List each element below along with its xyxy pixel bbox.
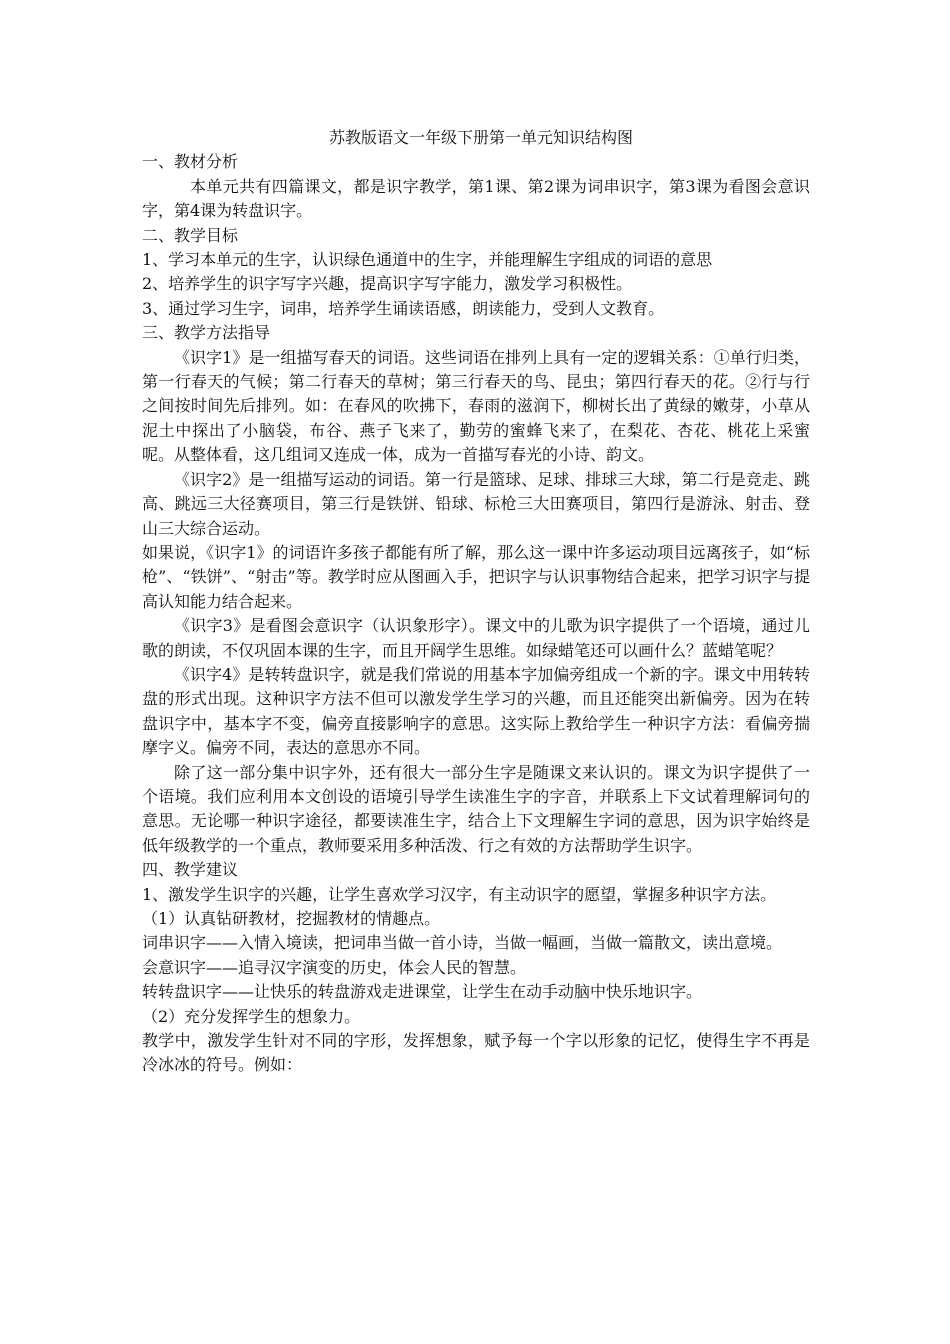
- section-heading-analysis: 一、教材分析: [142, 152, 239, 172]
- document-title: 苏教版语文一年级下册第一单元知识结构图: [328, 128, 633, 147]
- list-item: 1、学习本单元的生字，认识绿色通道中的生字，并能理解生字组成的词语的意思: [142, 250, 713, 270]
- section-heading-suggestions: 四、教学建议: [142, 860, 239, 880]
- paragraph: 《识字2》是一组描写运动的词语。第一行是篮球、足球、排球三大球，第二行是竞走、跳高、跳远三大径赛项目，第三行是铁饼、铅球、标枪三大田赛项目，第四行是游泳、射击、登山三大综合运动。: [142, 469, 810, 538]
- section-heading-goals: 二、教学目标: [142, 225, 239, 245]
- section-heading-methods: 三、教学方法指导: [142, 323, 271, 343]
- list-item: 3、通过学习生字，词串，培养学生诵读语感，朗读能力，受到人文教育。: [142, 298, 665, 318]
- paragraph: 词串识字——入情入境读，把词串当做一首小诗，当做一幅画，当做一篇散文，读出意境。: [142, 933, 783, 953]
- paragraph: 《识字1》是一组描写春天的词语。这些词语在排列上具有一定的逻辑关系：①单行归类，第一行春天的气候；第二行春天的草树；第三行春天的鸟、昆虫；第四行春天的花。②行与行之间按时间先后排列。如：在春风的吹拂下，春雨的滋润下，柳树长出了黄绿的嫩芽，小草从泥土中探出了小脑袋，布谷、燕子飞来了，勤劳的蜜蜂飞来了，在梨花、杏花、桃花上采蜜呢。从整体看，这几组词又连成一体，成为一首描写春光的小诗、韵文。: [142, 347, 810, 465]
- paragraph: 会意识字——追寻汉字演变的历史，体会人民的智慧。: [142, 957, 527, 977]
- paragraph: 《识字4》是转转盘识字，就是我们常说的用基本字加偏旁组成一个新的字。课文中用转转盘的形式出现。这种识字方法不但可以激发学生学习的兴趣，而且还能突出新偏旁。因为在转盘识字中，基本字不变，偏旁直接影响字的意思。这实际上教给学生一种识字方法：看偏旁揣摩字义。偏旁不同，表达的意思亦不同。: [142, 664, 810, 758]
- paragraph: 本单元共有四篇课文，都是识字教学，第1课、第2课为词串识字，第3课为看图会意识字，第4课为转盘识字。: [142, 176, 810, 221]
- paragraph: 转转盘识字——让快乐的转盘游戏走进课堂，让学生在动手动脑中快乐地识字。: [142, 982, 703, 1002]
- paragraph: 如果说，《识字1》的词语许多孩子都能有所了解，那么这一课中许多运动项目远离孩子，如“标枪”、“铁饼”、“射击”等。教学时应从图画入手，把识字与认识事物结合起来，把学习识字与提高认知能力结合起来。: [142, 542, 810, 611]
- paragraph: 《识字3》是看图会意识字（认识象形字）。课文中的儿歌为识字提供了一个语境，通过儿歌的朗读，不仅巩固本课的生字，而且开阔学生思维。如绿蜡笔还可以画什么？蓝蜡笔呢？: [142, 616, 810, 660]
- paragraph: （2）充分发挥学生的想象力。: [142, 1006, 361, 1026]
- list-item: 2、培养学生的识字写字兴趣，提高识字写字能力，激发学习积极性。: [142, 274, 633, 294]
- paragraph: 除了这一部分集中识字外，还有很大一部分生字是随课文来认识的。课文为识字提供了一个语境。我们应利用本文创设的语境引导学生读准生字的字音，并联系上下文试着理解词句的意思。无论哪一种识字途径，都要读准生字，结合上下文理解生字词的意思，因为识字始终是低年级教学的一个重点，教师要采用多种活泼、行之有效的方法帮助学生识字。: [142, 762, 810, 855]
- paragraph: 1、激发学生识字的兴趣，让学生喜欢学习汉字，有主动识字的愿望，掌握多种识字方法。: [142, 884, 777, 904]
- document-page: [142, 126, 810, 1078]
- paragraph: （1）认真钻研教材，挖掘教材的情趣点。: [142, 909, 441, 928]
- paragraph: 教学中，激发学生针对不同的字形，发挥想象，赋予每一个字以形象的记忆，使得生字不再是冷冰冰的符号。例如：: [142, 1031, 810, 1075]
